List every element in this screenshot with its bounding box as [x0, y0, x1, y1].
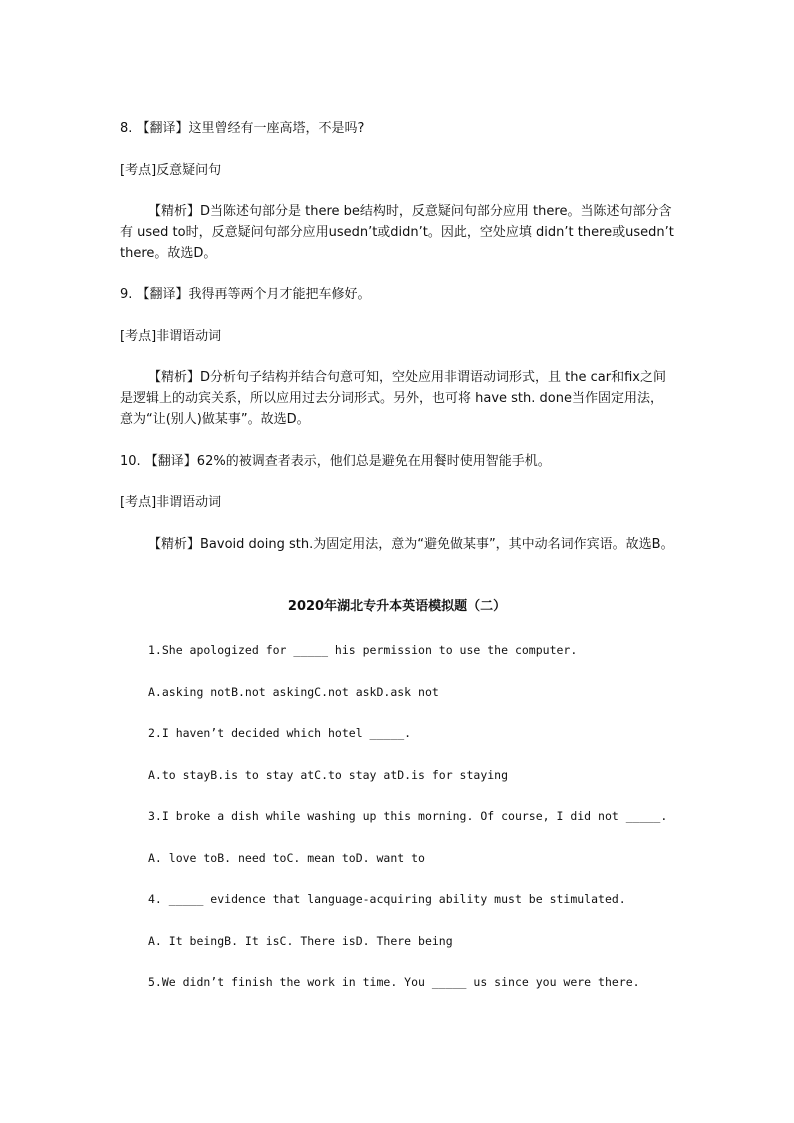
options-line: A.asking notB.not askingC.not askD.ask not	[148, 685, 439, 699]
question-line: 5.We didn’t finish the work in time. You _____ us since you were there.	[148, 975, 640, 989]
section-title: 2020年湖北专升本英语模拟题（二）	[287, 599, 507, 614]
question-line: 1.She apologized for _____ his permission to use the computer.	[148, 643, 578, 657]
q8-point: [考点]反意疑问句	[120, 163, 222, 178]
question-line: 2.I haven’t decided which hotel _____.	[148, 726, 412, 740]
q8-translation: 8. 【翻译】这里曾经有一座高塔，不是吗?	[120, 121, 365, 136]
q10-analysis: 【精析】Bavoid doing sth.为固定用法，意为“避免做某事”，其中动名词作宾语。故选B。	[148, 537, 674, 552]
options-line: A.to stayB.is to stay atC.to stay atD.is for staying	[148, 768, 509, 782]
q10-point: [考点]非谓语动词	[120, 495, 222, 510]
question-line: 4. _____ evidence that language-acquiring ability must be stimulated.	[148, 892, 626, 906]
q10-translation: 10. 【翻译】62%的被调查者表示，他们总是避免在用餐时使用智能手机。	[120, 454, 551, 469]
q9-point: [考点]非谓语动词	[120, 329, 222, 344]
question-line: 3.I broke a dish while washing up this morning. Of course, I did not _____.	[148, 809, 668, 823]
options-line: A. It beingB. It isC. There isD. There being	[148, 934, 453, 948]
q8-analysis: 【精析】D当陈述句部分是 there be结构时，反意疑问句部分应用 there。当陈述句部分含有 used to时，反意疑问句部分应用usedn’t或didn’t。因此，空处应填 didn’t there或usedn’t there。故选D。	[120, 204, 674, 261]
q9-analysis: 【精析】D分析句子结构并结合句意可知，空处应用非谓语动词形式，且 the car和fix之间是逻辑上的动宾关系，所以应用过去分词形式。另外，也可将 have sth. done当作固定用法，意为“让(别人)做某事”。故选D。	[120, 370, 666, 427]
q9-translation: 9. 【翻译】我得再等两个月才能把车修好。	[120, 287, 371, 302]
options-line: A. love toB. need toC. mean toD. want to	[148, 851, 425, 865]
